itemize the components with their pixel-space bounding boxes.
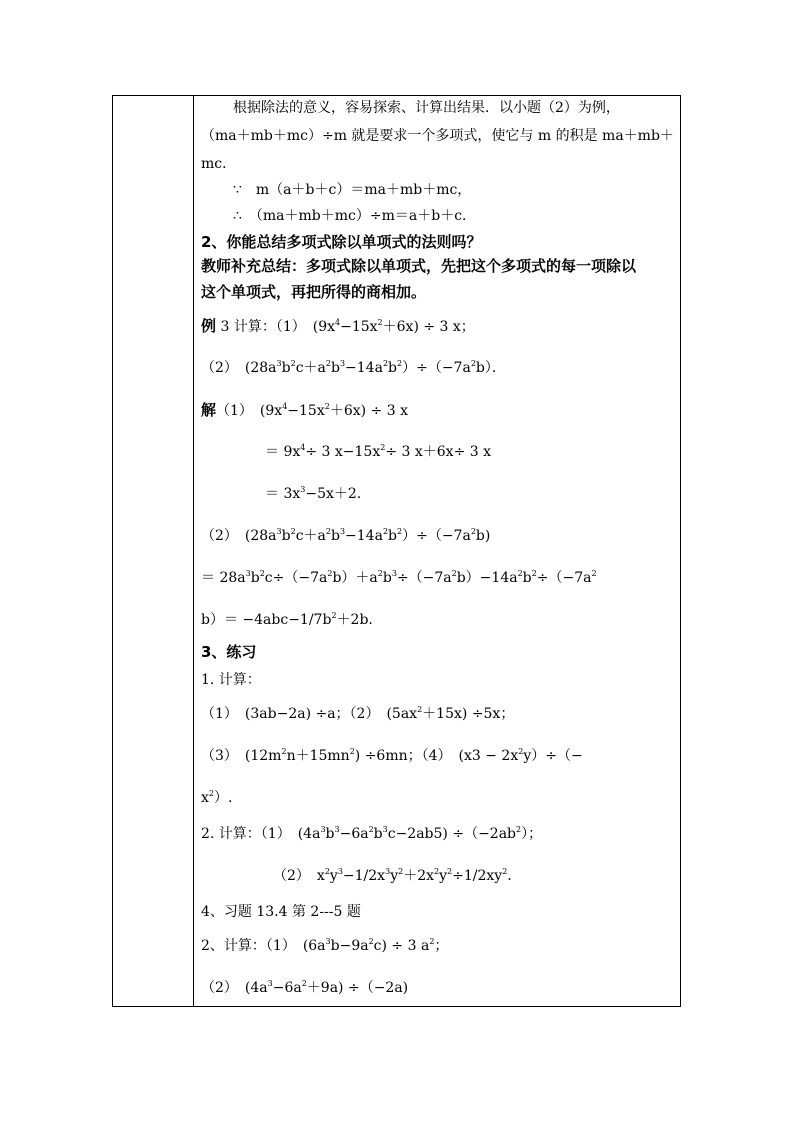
solution-line: ＝ $28a^3b^2c\div(-7a^2b)+a^2b^3\div(-7a^2b)-14a^2b^2\div(-7a^2$ [201,569,597,586]
since-line: ∵ m（a＋b＋c）＝ma＋mb＋mc， [233,182,472,198]
paragraph-line: 根据除法的意义，容易探索、计算出结果．以小题（2）为例， [233,100,620,116]
solution-line: ＝ $3x^3-5x+2$. [265,485,362,502]
summary-line: 这个单项式，再把所得的商相加。 [201,283,427,301]
solution-line: ＝ $9x^4\div 3$ $x-15x^2\div 3$ x＋6x÷ 3 x [265,443,491,460]
practice-line: （2） $x^2y^3-1/2x^3y^2+2x^2y^2\div 1/2xy^2$. [273,867,512,884]
practice-line: $x^2$）. [201,789,233,806]
practice-heading: 3、练习 [201,643,257,661]
therefore-line: ∴ （ma＋mb＋mc）÷m＝a＋b＋c． [233,208,477,224]
solution-line: $b)= -4abc-1/7b^2+2b$. [201,611,373,628]
practice-line: 2. 计算：（1） $(4a^3b^3-6a^2b^3c-2ab5) \div(-2ab^2)$； [201,825,543,842]
column-divider [193,96,194,1006]
practice-line: （3） $(12m^2n+15mn^2) \div 6mn$；（4） $(x3 - 2x^2y)\div(-$ [201,747,583,764]
example-label: 例 [201,317,217,335]
homework-line: 4、习题 13.4 第 2---5 题 [201,904,361,920]
practice-line: （1） (3ab−2a) ÷a；（2） $(5ax^2+15x) \div 5x$； [201,705,515,722]
summary-line: 教师补充总结：多项式除以单项式，先把这个多项式的每一项除以 [201,257,637,275]
solution-line: 解（1） $(9x^4-15x^2+6x) \div 3$ x [201,401,408,419]
homework-line: （2） $(4a^3-6a^2+9a) \div(-2a)$ [201,979,409,996]
example-line: 例 3 计算：（1） $(9x^4-15x^2+6x) \div 3$ x； [201,317,475,335]
paragraph-line: mc． [201,156,237,172]
example-line: （2） $(28a^3b^2c+a^2b^3-14a^2b^2)\div(-7a^2b)$． [201,359,506,376]
solution-label: 解 [201,401,217,419]
homework-line: 2、计算：（1） $(6a^3b-9a^2c) \div 3$ $a^2$； [201,937,449,954]
question-heading: 2、你能总结多项式除以单项式的法则吗？ [201,233,482,251]
table-frame [112,95,681,1007]
practice-title: 1. 计算： [201,672,261,688]
solution-line: （2） $(28a^3b^2c+a^2b^3-14a^2b^2)\div(-7a^2b)$ [201,527,491,544]
paragraph-line: （ma＋mb＋mc）÷m 就是要求一个多项式，使它与 m 的积是 ma＋mb＋ [201,128,674,144]
